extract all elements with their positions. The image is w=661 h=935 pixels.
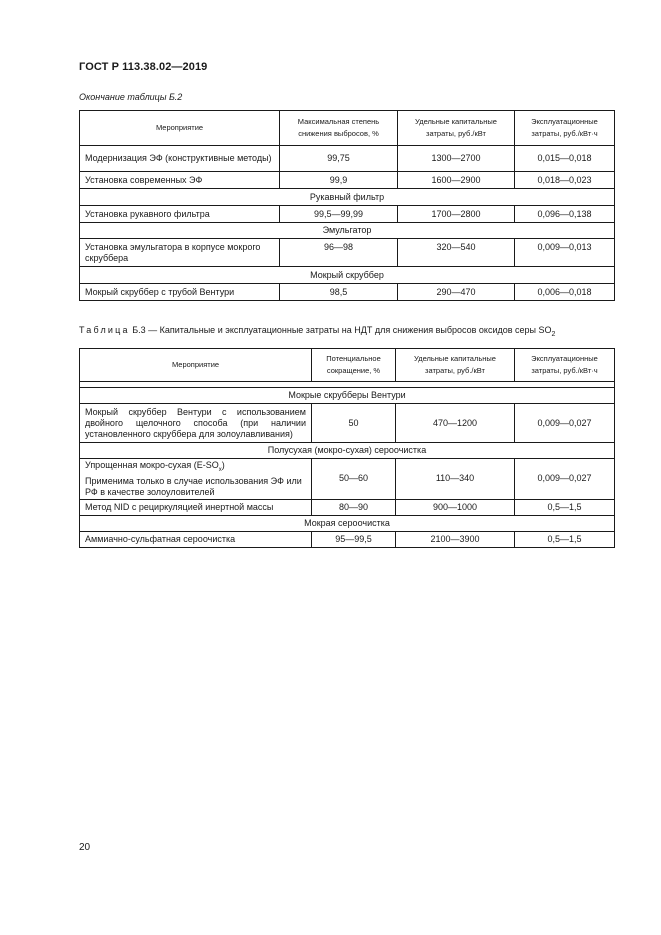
table-row bbox=[80, 499, 615, 515]
measure-note: Применима только в случае использования ЭФ или РФ в качестве золоуловителей bbox=[85, 475, 302, 497]
table-row bbox=[80, 172, 615, 189]
document-code: ГОСТ Р 113.38.02—2019 bbox=[79, 61, 208, 73]
measure-title-prefix: Упрощенная мокро-сухая (E-SO bbox=[85, 460, 219, 470]
cell-measure: Мокрый скруббер Вентури с использованием двойного щелочного способа (при наличии установленного скруббера для золоулавливания) bbox=[80, 404, 312, 443]
cell-capex: 900—1000 bbox=[396, 499, 515, 515]
column-header: Эксплуатационные затраты, руб./кВт·ч bbox=[515, 349, 615, 382]
column-header: Эксплуатационные затраты, руб./кВт·ч bbox=[515, 111, 615, 146]
table-header-row bbox=[80, 111, 615, 146]
table-header-row bbox=[80, 349, 615, 382]
cell-opex: 0,096—0,138 bbox=[515, 206, 615, 223]
table-row bbox=[80, 146, 615, 172]
cell-opex: 0,009—0,013 bbox=[515, 239, 615, 267]
column-header: Максимальная степень снижения выбросов, % bbox=[280, 111, 398, 146]
cell-opex: 0,5—1,5 bbox=[515, 499, 615, 515]
cell-capex: 320—540 bbox=[398, 239, 515, 267]
column-header: Мероприятие bbox=[80, 111, 280, 146]
cell-measure: Установка рукавного фильтра bbox=[80, 206, 280, 223]
group-heading: Эмульгатор bbox=[80, 223, 615, 239]
cell-capex: 290—470 bbox=[398, 284, 515, 301]
table-b2 bbox=[79, 110, 615, 301]
cell-opex: 0,009—0,027 bbox=[515, 404, 615, 443]
group-row bbox=[80, 515, 615, 531]
column-header: Потенциальное сокращение, % bbox=[312, 349, 396, 382]
cell-reduction: 98,5 bbox=[280, 284, 398, 301]
table-b2-caption: Окончание таблицы Б.2 bbox=[79, 92, 183, 102]
cell-reduction: 99,9 bbox=[280, 172, 398, 189]
group-heading: Рукавный фильтр bbox=[80, 189, 615, 206]
group-row bbox=[80, 443, 615, 459]
cell-measure: Мокрый скруббер с трубой Вентури bbox=[80, 284, 280, 301]
cell-opex: 0,5—1,5 bbox=[515, 531, 615, 547]
table-row bbox=[80, 284, 615, 301]
group-row bbox=[80, 388, 615, 404]
cell-capex: 470—1200 bbox=[396, 404, 515, 443]
cell-capex: 1300—2700 bbox=[398, 146, 515, 172]
cell-measure bbox=[80, 459, 312, 500]
page-number: 20 bbox=[79, 842, 91, 853]
cell-reduction: 80—90 bbox=[312, 499, 396, 515]
table-row bbox=[80, 206, 615, 223]
cell-capex: 1600—2900 bbox=[398, 172, 515, 189]
cell-measure: Модернизация ЭФ (конструктивные методы) bbox=[80, 146, 280, 172]
cell-capex: 2100—3900 bbox=[396, 531, 515, 547]
cell-reduction: 50 bbox=[312, 404, 396, 443]
group-row bbox=[80, 223, 615, 239]
table-b3 bbox=[79, 348, 615, 548]
cell-reduction: 95—99,5 bbox=[312, 531, 396, 547]
group-row bbox=[80, 267, 615, 284]
cell-capex: 1700—2800 bbox=[398, 206, 515, 223]
cell-measure: Установка современных ЭФ bbox=[80, 172, 280, 189]
table-b3-caption-label: Таблица bbox=[79, 325, 130, 335]
column-header: Мероприятие bbox=[80, 349, 312, 382]
group-heading: Мокрый скруббер bbox=[80, 267, 615, 284]
group-row bbox=[80, 189, 615, 206]
cell-capex: 110—340 bbox=[396, 459, 515, 500]
table-row bbox=[80, 531, 615, 547]
group-heading: Полусухая (мокро-сухая) сероочистка bbox=[80, 443, 615, 459]
cell-measure: Аммиачно-сульфатная сероочистка bbox=[80, 531, 312, 547]
cell-measure: Установка эмульгатора в корпусе мокрого скруббера bbox=[80, 239, 280, 267]
cell-opex: 0,018—0,023 bbox=[515, 172, 615, 189]
cell-opex: 0,015—0,018 bbox=[515, 146, 615, 172]
measure-title bbox=[85, 460, 225, 473]
table-row bbox=[80, 459, 615, 500]
cell-opex: 0,009—0,027 bbox=[515, 459, 615, 500]
table-b3-caption bbox=[79, 325, 555, 338]
table-b3-caption-subscript: 2 bbox=[551, 330, 556, 338]
measure-title-subscript: x bbox=[218, 466, 222, 473]
group-heading: Мокрые скрубберы Вентури bbox=[80, 388, 615, 404]
column-header: Удельные капитальные затраты, руб./кВт bbox=[398, 111, 515, 146]
cell-reduction: 99,75 bbox=[280, 146, 398, 172]
table-row bbox=[80, 404, 615, 443]
cell-opex: 0,006—0,018 bbox=[515, 284, 615, 301]
cell-reduction: 99,5—99,99 bbox=[280, 206, 398, 223]
group-heading: Мокрая сероочистка bbox=[80, 515, 615, 531]
table-row bbox=[80, 239, 615, 267]
cell-measure: Метод NID с рециркуляцией инертной массы bbox=[80, 499, 312, 515]
cell-reduction: 96—98 bbox=[280, 239, 398, 267]
measure-title-suffix: ) bbox=[221, 460, 225, 470]
cell-reduction: 50—60 bbox=[312, 459, 396, 500]
table-b3-caption-text: Б.3 — Капитальные и эксплуатационные затраты на НДТ для снижения выбросов оксидов серы SO bbox=[132, 325, 552, 335]
column-header: Удельные капитальные затраты, руб./кВт bbox=[396, 349, 515, 382]
